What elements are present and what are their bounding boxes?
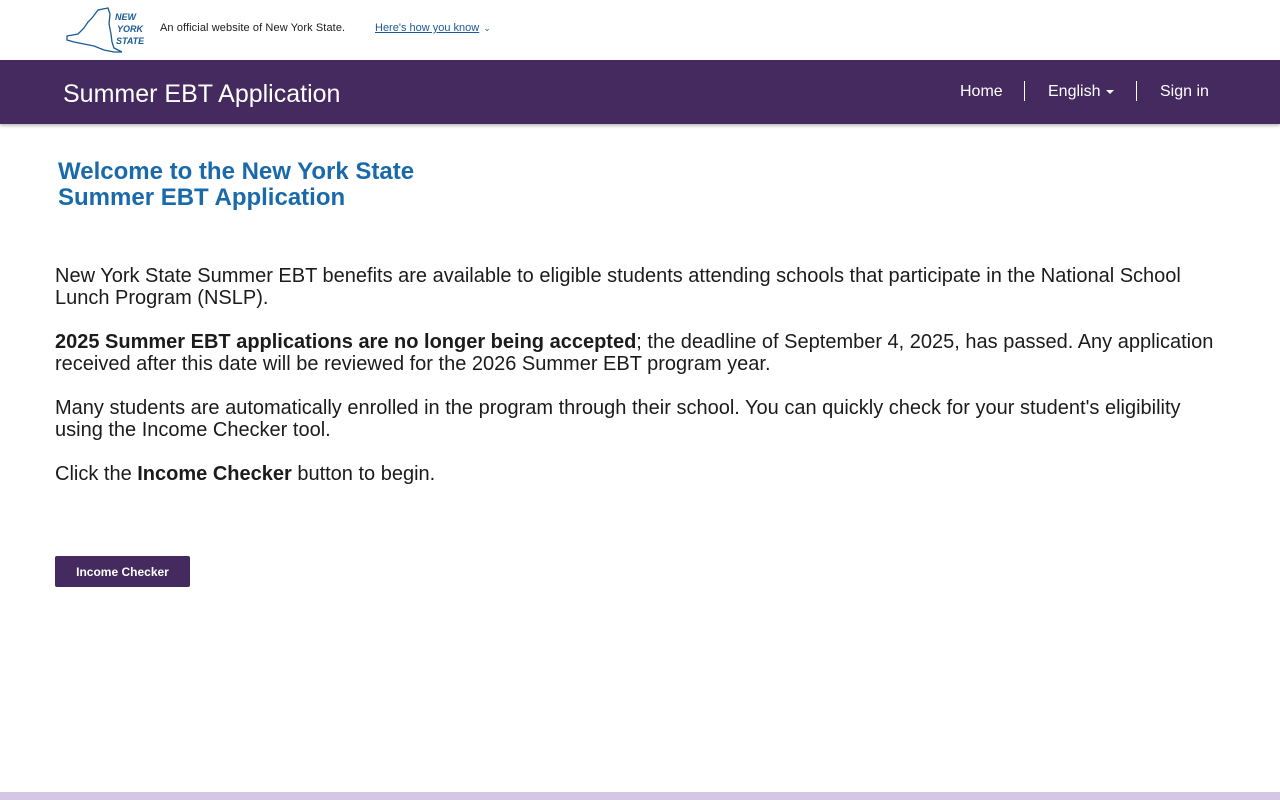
instruction-bold: Income Checker [137, 463, 292, 485]
language-dropdown[interactable] [1048, 83, 1114, 101]
official-website-text: An official website of New York State. [160, 22, 346, 34]
caret-down-icon [1106, 90, 1114, 94]
instruction-suffix: button to begin. [291, 463, 436, 485]
intro-paragraph: New York State Summer EBT benefits are available to eligible students attending schools that participate in the National School Lunch Program (NSLP). [55, 265, 1181, 309]
page-title [58, 159, 414, 211]
page-title-line-2: Summer EBT Application [58, 184, 346, 211]
ny-state-map-icon [64, 6, 144, 54]
enrollment-paragraph: Many students are automatically enrolled in the program through their school. You can quickly check for your student's eligibility using the Income Checker tool. [55, 397, 1181, 441]
instruction-prefix: Click the [55, 463, 138, 485]
deadline-notice-text: ; the deadline of September 4, 2025, has passed. Any application received after this date will be reviewed for the 2026 Summer EBT program year. [55, 331, 1214, 375]
footer-strip [0, 792, 1280, 800]
logo-line-1: NEW [115, 12, 136, 22]
deadline-paragraph [55, 331, 1225, 375]
nav-divider [1024, 81, 1025, 101]
intro-content [55, 265, 1225, 507]
how-you-know-link[interactable] [375, 22, 491, 34]
how-you-know-label: Here's how you know [375, 22, 480, 34]
official-banner [0, 0, 1280, 60]
chevron-down-icon: ⌄ [483, 23, 491, 33]
income-checker-button[interactable]: Income Checker [55, 556, 190, 587]
main-navbar [0, 60, 1280, 124]
nav-divider [1136, 81, 1137, 101]
language-label: English [1048, 83, 1101, 100]
page-title-line-1: Welcome to the New York State [58, 158, 415, 185]
ny-state-logo[interactable] [64, 6, 144, 54]
logo-line-3: STATE [116, 36, 144, 46]
deadline-notice-bold: 2025 Summer EBT applications are no longer being accepted [55, 331, 637, 353]
instruction-paragraph [55, 463, 1225, 485]
logo-line-2: YORK [117, 24, 144, 34]
nav-home-link[interactable]: Home [960, 83, 1003, 100]
brand-title-link[interactable]: Summer EBT Application [63, 80, 341, 108]
sign-in-link[interactable]: Sign in [1160, 83, 1209, 100]
